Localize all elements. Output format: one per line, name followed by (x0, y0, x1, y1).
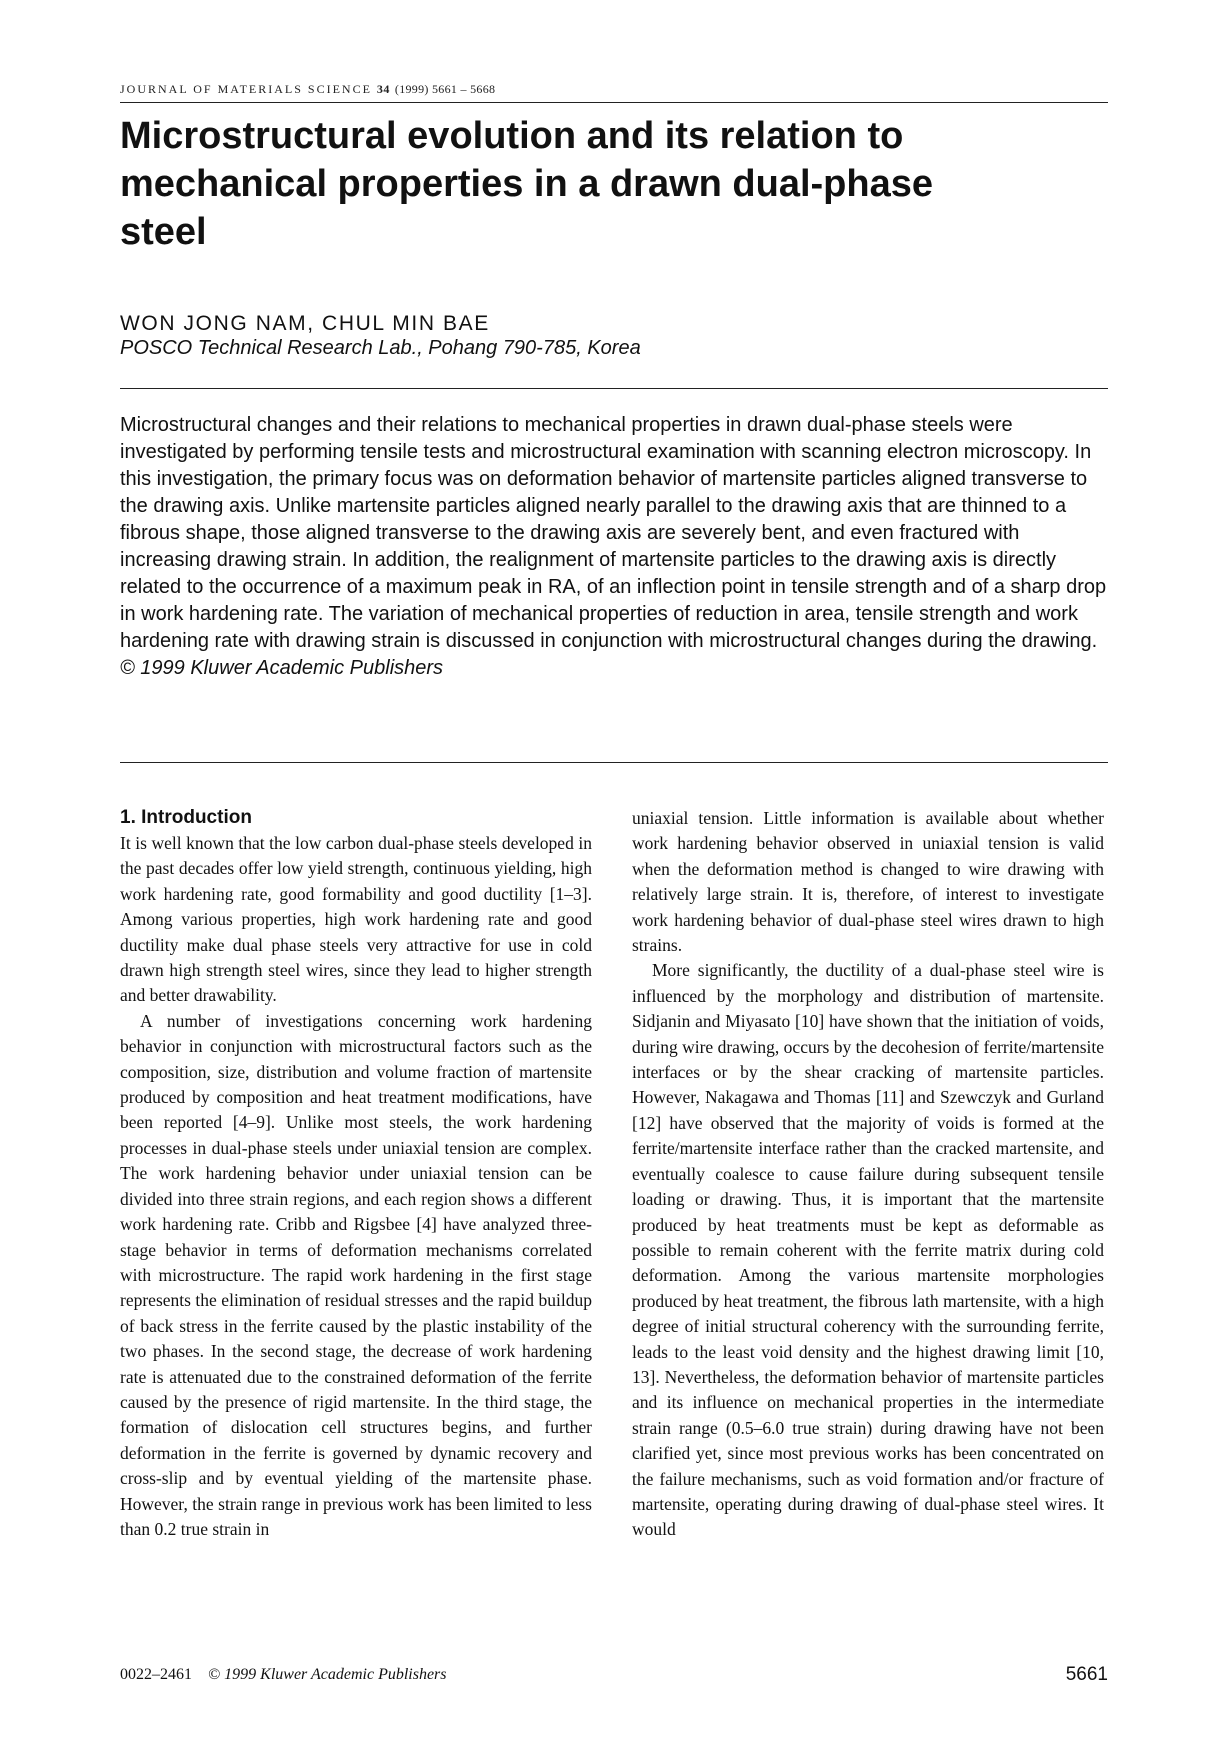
journal-header (120, 82, 1108, 97)
body-paragraph: More significantly, the ductility of a dual-phase steel wire is influenced by the morphology and distribution of martensite. Sidjanin and Miyasato [10] have shown that the initiation of voids, during wire drawing, occurs by the decohesion of ferrite/martensite interfaces or by the shear cracking of martensite particles. However, Nakagawa and Thomas [11] and Szewczyk and Gurland [12] have observed that the majority of voids is formed at the ferrite/martensite interface rather than the cracked martensite, and eventually coalesce to cause failure during subsequent tensile loading or drawing. Thus, it is important that the martensite produced by heat treatments must be kept as deformable as possible to remain coherent with the ferrite matrix during cold deformation. Among the various martensite morphologies produced by heat treatment, the fibrous lath martensite, with a high degree of initial structural coherency with the surrounding ferrite, leads to the least void density and the highest drawing limit [10, 13]. Nevertheless, the deformation behavior of martensite particles and its influence on mechanical properties in the intermediate strain range (0.5–6.0 true strain) during drawing have not been clarified yet, since most previous works has been concentrated on the failure mechanisms, such as void formation and/or fracture of martensite, operating during drawing of dual-phase steel wires. It would (632, 960, 1104, 1540)
journal-volume: 34 (376, 82, 390, 96)
abstract-top-rule (120, 388, 1108, 389)
body-paragraph: A number of investigations concerning work hardening behavior in conjunction with microstructural factors such as the composition, size, distribution and volume fraction of martensite produced by composition and heat treatment modifications, have been reported [4–9]. Unlike most steels, the work hardening processes in dual-phase steels under uniaxial tension are complex. The work hardening behavior under uniaxial tension can be divided into three strain regions, and each region shows a different work hardening rate. Cribb and Rigsbee [4] have analyzed three-stage behavior in terms of deformation mechanisms correlated with microstructure. The rapid work hardening in the first stage represents the elimination of residual stresses and the rapid buildup of back stress in the ferrite caused by the plastic instability of the two phases. In the second stage, the decrease of work hardening rate is attenuated due to the constrained deformation of the ferrite caused by the presence of rigid martensite. In the third stage, the formation of dislocation cell structures begins, and further deformation in the ferrite is governed by dynamic recovery and cross-slip and by eventual yielding of the martensite phase. However, the strain range in previous work has been limited to less than 0.2 true strain in (120, 1010, 592, 1539)
right-column (632, 806, 1104, 1543)
abstract-text: Microstructural changes and their relations to mechanical properties in drawn dual-phase steels were investigated by performing tensile tests and microstructural examination with scanning electron microscopy. In this investigation, the primary focus was on deformation behavior of martensite particles aligned transverse to the drawing axis. Unlike martensite particles aligned nearly parallel to the drawing axis that are thinned to a fibrous shape, those aligned transverse to the drawing axis are severely bent, and even fractured with increasing drawing strain. In addition, the realignment of martensite particles to the drawing axis is directly related to the occurrence of a maximum peak in RA, of an inflection point in tensile strength and of a sharp drop in work hardening rate. The variation of mechanical properties of reduction in area, tensile strength and work hardening rate with drawing strain is discussed in conjunction with microstructural changes during the drawing. (120, 414, 1107, 652)
page-number: 5661 (1065, 1664, 1108, 1685)
body-paragraph: It is well known that the low carbon dual-phase steels developed in the past decades offer low yield strength, continuous yielding, high work hardening rate, good formability and good ductility [1–3]. Among various properties, high work hardening rate and good ductility make dual phase steels very attractive for use in cold drawn high strength steel wires, since they lead to higher strength and better drawability. (120, 833, 592, 1006)
abstract (120, 412, 1110, 682)
author-list: WON JONG NAM, CHUL MIN BAE (120, 312, 490, 335)
body-paragraph: uniaxial tension. Little information is available about whether work hardening behavior observed in uniaxial tension is valid when the deformation method is changed to wire drawing with relatively large strain. It is, therefore, of interest to investigate work hardening behavior of dual-phase steel wires drawn to high strains. (632, 808, 1104, 956)
issn: 0022–2461 (120, 1666, 192, 1683)
section-heading: 1. Introduction (120, 807, 252, 828)
abstract-copyright: © 1999 Kluwer Academic Publishers (120, 657, 444, 679)
journal-year-pages: (1999) 5661 – 5668 (394, 82, 496, 96)
journal-name: JOURNAL OF MATERIALS SCIENCE (120, 82, 372, 96)
page-footer (120, 1666, 447, 1684)
left-column (120, 806, 592, 1542)
abstract-bottom-rule (120, 762, 1108, 763)
header-rule (120, 102, 1108, 103)
article-title: Microstructural evolution and its relation to mechanical properties in a drawn dual-phase steel (120, 115, 934, 253)
footer-copyright: © 1999 Kluwer Academic Publishers (208, 1666, 447, 1683)
author-affiliation: POSCO Technical Research Lab., Pohang 790-785, Korea (120, 337, 641, 359)
